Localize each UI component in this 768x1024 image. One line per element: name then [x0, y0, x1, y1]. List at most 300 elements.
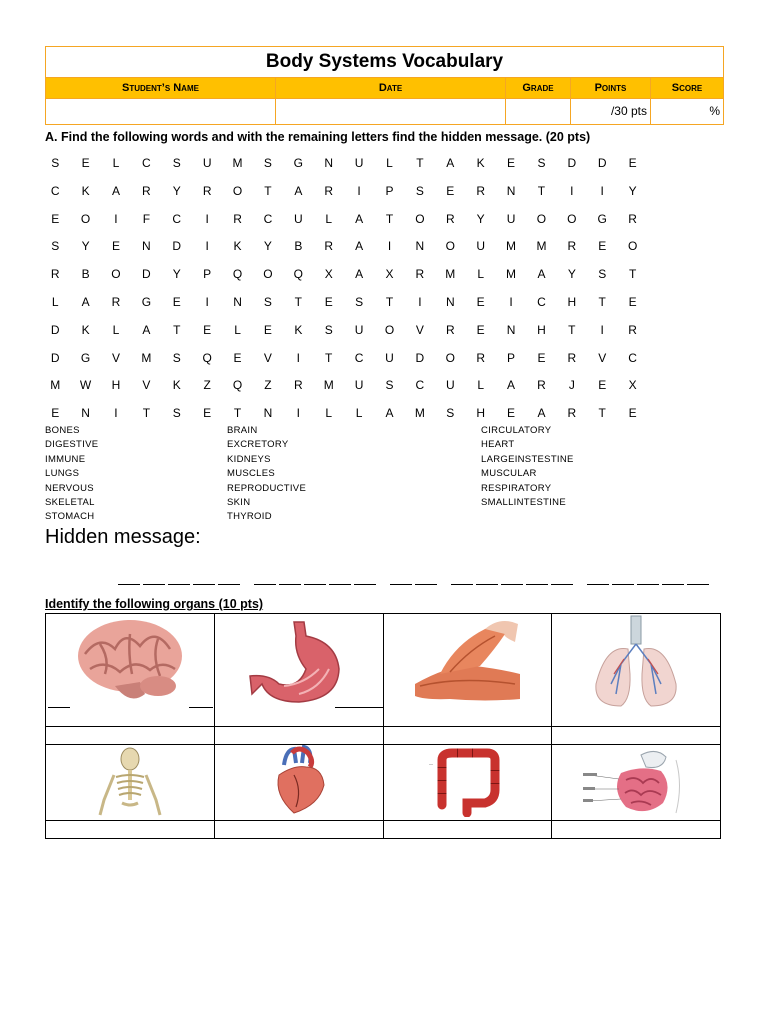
letter-blank[interactable]	[451, 566, 473, 585]
grid-letter[interactable]: T	[325, 350, 333, 365]
grid-letter[interactable]: E	[628, 406, 637, 421]
grid-letter[interactable]: R	[142, 183, 151, 198]
grid-letter[interactable]: E	[111, 239, 120, 254]
blank-word	[451, 566, 573, 585]
grid-letter[interactable]: S	[385, 378, 394, 393]
grid-letter[interactable]: S	[446, 406, 455, 421]
word-list-item: LARGEINSTESTINE	[481, 453, 574, 465]
blank-word	[390, 566, 437, 585]
grid-letter[interactable]: I	[296, 406, 300, 421]
grid-letter[interactable]: R	[293, 378, 303, 393]
word-list-item: SKIN	[227, 496, 251, 508]
grid-letter[interactable]: M	[536, 239, 547, 254]
grid-letter[interactable]: L	[112, 322, 120, 337]
grid-letter[interactable]: R	[445, 211, 455, 226]
grid-letter[interactable]: C	[50, 183, 60, 198]
blank-word	[254, 566, 376, 585]
grid-letter[interactable]: C	[628, 350, 637, 365]
grid-letter[interactable]: R	[415, 267, 425, 282]
letter-blank[interactable]	[415, 566, 437, 585]
grid-letter[interactable]: T	[598, 294, 606, 309]
grid-letter[interactable]: M	[323, 378, 334, 393]
answer-cell[interactable]	[383, 727, 552, 745]
grid-letter[interactable]: Y	[263, 239, 272, 254]
grid-letter[interactable]: D	[142, 267, 151, 282]
letter-blank[interactable]	[329, 566, 351, 585]
grid-letter[interactable]: T	[385, 211, 394, 226]
points-header: Points	[571, 78, 651, 98]
grid-letter[interactable]: Z	[264, 378, 272, 393]
grid-letter[interactable]: R	[628, 322, 637, 337]
grid-letter[interactable]: Z	[203, 378, 211, 393]
date-field[interactable]	[276, 99, 506, 124]
page-title: Body Systems Vocabulary	[46, 47, 723, 78]
grid-row	[40, 289, 680, 317]
grid-letter[interactable]: O	[627, 239, 638, 254]
brain-icon	[70, 614, 190, 709]
grid-letter[interactable]: C	[537, 294, 546, 309]
grid-letter[interactable]: S	[355, 294, 364, 309]
grid-letter[interactable]: E	[598, 239, 607, 254]
grid-row	[40, 261, 680, 289]
grid-letter[interactable]: R	[233, 211, 242, 226]
grid-letter[interactable]: O	[445, 239, 455, 254]
grid-letter[interactable]: H	[111, 378, 121, 393]
grid-letter[interactable]: E	[324, 294, 333, 309]
grid-letter[interactable]: A	[111, 183, 120, 198]
grid-letter[interactable]: M	[141, 350, 152, 365]
letter-blank[interactable]	[637, 566, 659, 585]
grid-letter[interactable]: R	[50, 267, 60, 282]
grid-row	[40, 372, 680, 400]
grid-letter[interactable]: D	[415, 350, 425, 365]
grade-field[interactable]	[506, 99, 571, 124]
organ-cell-small-intestine	[552, 745, 721, 821]
grid-letter[interactable]: E	[628, 294, 637, 309]
grid-letter[interactable]: U	[445, 378, 455, 393]
grid-letter[interactable]: A	[355, 267, 364, 282]
word-list-item: SKELETAL	[45, 496, 95, 508]
grid-letter[interactable]: G	[597, 211, 607, 226]
grid-letter[interactable]: N	[142, 239, 151, 254]
grid-letter[interactable]: A	[537, 406, 546, 421]
grid-row	[40, 317, 680, 345]
grid-letter[interactable]: E	[507, 406, 516, 421]
grid-letter[interactable]: N	[81, 406, 90, 421]
grid-letter[interactable]: S	[51, 156, 60, 170]
grid-letter[interactable]: I	[205, 294, 209, 309]
word-list-item: RESPIRATORY	[481, 482, 552, 494]
letter-blank[interactable]	[476, 566, 498, 585]
svg-text:—: —	[429, 761, 434, 766]
grid-letter[interactable]: U	[202, 156, 212, 170]
grid-letter[interactable]: C	[354, 350, 364, 365]
grid-letter[interactable]: C	[142, 156, 151, 170]
grid-letter[interactable]: W	[79, 378, 92, 393]
grid-letter[interactable]: M	[50, 378, 61, 393]
grid-letter[interactable]: B	[294, 239, 303, 254]
grid-letter[interactable]: P	[507, 350, 516, 365]
grid-letter[interactable]: T	[294, 294, 302, 309]
grid-letter[interactable]: K	[81, 183, 90, 198]
grid-letter[interactable]: E	[203, 322, 212, 337]
grid-letter[interactable]: E	[233, 350, 242, 365]
word-list-col2	[227, 424, 306, 525]
grid-letter[interactable]: N	[445, 294, 455, 309]
grid-letter[interactable]: M	[232, 156, 243, 170]
grid-letter[interactable]: T	[385, 294, 394, 309]
grid-letter[interactable]: A	[507, 378, 516, 393]
grid-letter[interactable]: T	[598, 406, 606, 421]
grid-letter[interactable]: E	[476, 322, 485, 337]
grid-letter[interactable]: T	[264, 183, 272, 198]
skeleton-icon	[90, 745, 170, 817]
grid-letter[interactable]: A	[294, 183, 303, 198]
grid-letter[interactable]: S	[172, 156, 181, 170]
word-list-item: NERVOUS	[45, 482, 94, 494]
grid-letter[interactable]: O	[80, 211, 91, 226]
word-list-item: REPRODUCTIVE	[227, 482, 307, 494]
grid-letter[interactable]: O	[567, 211, 577, 226]
grid-letter[interactable]: C	[415, 378, 425, 393]
grid-letter[interactable]: E	[172, 294, 181, 309]
grid-letter[interactable]: U	[476, 239, 485, 254]
word-list-item: IMMUNE	[45, 453, 86, 465]
answer-cell[interactable]	[214, 821, 383, 839]
grid-letter[interactable]: S	[51, 239, 60, 254]
hidden-message-blanks[interactable]	[118, 566, 709, 585]
grid-letter[interactable]: A	[355, 211, 364, 226]
grid-letter[interactable]: G	[141, 294, 152, 309]
grid-letter[interactable]: R	[445, 322, 455, 337]
grid-letter[interactable]: L	[355, 406, 363, 421]
grid-letter[interactable]: N	[506, 322, 516, 337]
letter-blank[interactable]	[254, 566, 276, 585]
grid-letter[interactable]: L	[234, 322, 241, 337]
grid-letter[interactable]: M	[414, 406, 425, 421]
grid-letter[interactable]: E	[51, 211, 60, 226]
grid-letter[interactable]: G	[293, 156, 303, 170]
organ-cell-heart	[214, 745, 383, 821]
grid-letter[interactable]: E	[203, 406, 212, 421]
grid-letter[interactable]: S	[263, 294, 272, 309]
grid-letter[interactable]: R	[324, 183, 334, 198]
grid-letter[interactable]: L	[112, 156, 120, 170]
grid-letter[interactable]: R	[567, 406, 577, 421]
grid-letter[interactable]: A	[355, 239, 364, 254]
grid-letter[interactable]: K	[172, 378, 181, 393]
grid-letter[interactable]: D	[50, 350, 60, 365]
grid-letter[interactable]: N	[233, 294, 242, 309]
word-list-item: CIRCULATORY	[481, 425, 552, 436]
grid-letter[interactable]: R	[537, 378, 546, 393]
answer-cell[interactable]	[552, 727, 721, 745]
grid-letter[interactable]: S	[172, 406, 181, 421]
grid-letter[interactable]: V	[111, 350, 120, 365]
grid-letter[interactable]: Y	[172, 183, 181, 198]
grid-letter[interactable]: H	[537, 322, 546, 337]
section-a-instruction: A. Find the following words and with the remaining letters find the hidden message. (20 pts)	[45, 130, 591, 144]
stomach-icon	[244, 614, 354, 709]
muscle-icon	[410, 614, 525, 709]
letter-blank[interactable]	[143, 566, 165, 585]
grid-letter[interactable]: E	[81, 156, 90, 170]
grid-letter[interactable]: V	[142, 378, 151, 393]
grid-letter[interactable]: V	[598, 350, 607, 365]
word-list-item: THYROID	[227, 511, 272, 523]
grid-letter[interactable]: I	[509, 294, 513, 309]
word-list-item: STOMACH	[45, 511, 95, 523]
answer-cell[interactable]	[46, 821, 215, 839]
grid-letter[interactable]: Q	[232, 267, 243, 282]
grid-letter[interactable]: S	[415, 183, 424, 198]
organ-cell-muscle	[383, 614, 552, 727]
grid-letter[interactable]: I	[570, 183, 574, 198]
word-list-item: MUSCULAR	[481, 468, 537, 480]
grid-row	[40, 178, 680, 206]
grid-letter[interactable]: H	[567, 294, 577, 309]
answer-cell[interactable]	[46, 727, 215, 745]
grid-letter[interactable]: L	[51, 294, 59, 309]
grid-letter[interactable]: I	[600, 322, 604, 337]
answer-cell[interactable]	[552, 821, 721, 839]
letter-blank[interactable]	[612, 566, 634, 585]
grid-letter[interactable]: E	[446, 183, 455, 198]
grid-letter[interactable]: B	[81, 267, 90, 282]
grid-letter[interactable]: R	[567, 239, 577, 254]
word-list-item: LUNGS	[45, 468, 80, 480]
grid-letter[interactable]: M	[506, 267, 517, 282]
organ-cell-skeleton	[46, 745, 215, 821]
organ-cell-brain	[46, 614, 215, 727]
grid-letter[interactable]: R	[476, 350, 485, 365]
grid-letter[interactable]: U	[354, 322, 364, 337]
grid-letter[interactable]: Y	[476, 211, 485, 226]
grid-letter[interactable]: I	[357, 183, 361, 198]
grid-letter[interactable]: I	[418, 294, 422, 309]
grid-letter[interactable]: D	[172, 239, 182, 254]
grid-letter[interactable]: L	[325, 211, 333, 226]
grid-letter[interactable]: R	[202, 183, 212, 198]
grid-letter[interactable]: Q	[202, 350, 212, 365]
grid-letter[interactable]: T	[416, 156, 424, 170]
grid-letter[interactable]: I	[114, 211, 118, 226]
grid-letter[interactable]: D	[567, 156, 577, 170]
grid-letter[interactable]: S	[172, 350, 181, 365]
grid-letter[interactable]: X	[385, 267, 394, 282]
grid-letter[interactable]: L	[325, 406, 333, 421]
grid-letter[interactable]: U	[354, 378, 364, 393]
grid-letter[interactable]: K	[81, 322, 90, 337]
grid-letter[interactable]: J	[568, 378, 575, 393]
letter-blank[interactable]	[390, 566, 412, 585]
grid-letter[interactable]: R	[111, 294, 121, 309]
grid-letter[interactable]: O	[263, 267, 273, 282]
grid-letter[interactable]: K	[476, 156, 485, 170]
grid-letter[interactable]: C	[263, 211, 273, 226]
student-name-field[interactable]	[46, 99, 276, 124]
grid-letter[interactable]: A	[537, 267, 546, 282]
grid-letter[interactable]: S	[598, 267, 607, 282]
grid-letter[interactable]: E	[263, 322, 272, 337]
word-list-item: HEART	[481, 439, 515, 451]
header-values-row	[46, 99, 723, 124]
grid-letter[interactable]: U	[293, 211, 303, 226]
student-name-header: Student’s Name	[46, 78, 276, 98]
grid-letter[interactable]: M	[506, 239, 517, 254]
word-list-item: KIDNEYS	[227, 453, 271, 465]
grid-letter[interactable]: S	[324, 322, 333, 337]
grid-letter[interactable]: C	[172, 211, 182, 226]
score-field[interactable]: %	[709, 104, 720, 118]
grid-letter[interactable]: X	[628, 378, 637, 393]
grid-letter[interactable]: R	[324, 239, 334, 254]
word-list-item: DIGESTIVE	[45, 439, 99, 451]
organ-cell-lungs	[552, 614, 721, 727]
grid-letter[interactable]: T	[233, 406, 242, 421]
grid-letter[interactable]: E	[476, 294, 485, 309]
grid-letter[interactable]: T	[628, 267, 637, 282]
grid-letter[interactable]: R	[476, 183, 485, 198]
grid-letter[interactable]: O	[536, 211, 547, 226]
grid-letter[interactable]: N	[324, 156, 334, 170]
organs-title: Identify the following organs (10 pts)	[45, 597, 264, 611]
grid-letter[interactable]: U	[354, 156, 364, 170]
lungs-icon	[586, 614, 686, 712]
grid-letter[interactable]: O	[232, 183, 243, 198]
word-search-grid[interactable]	[40, 150, 680, 428]
grid-letter[interactable]: D	[597, 156, 607, 170]
letter-blank[interactable]	[118, 566, 140, 585]
grid-letter[interactable]: I	[205, 239, 209, 254]
organ-table	[45, 613, 721, 839]
grid-letter[interactable]: D	[50, 322, 60, 337]
letter-blank[interactable]	[218, 566, 240, 585]
blank-word	[587, 566, 709, 585]
grid-row	[40, 150, 680, 178]
grid-letter[interactable]: E	[507, 156, 516, 170]
word-list-item: MUSCLES	[227, 468, 276, 480]
grid-letter[interactable]: R	[628, 211, 637, 226]
grid-letter[interactable]: E	[628, 156, 637, 170]
grid-letter[interactable]: N	[506, 183, 516, 198]
grid-letter[interactable]: R	[567, 350, 577, 365]
grid-letter[interactable]: T	[568, 322, 576, 337]
letter-blank[interactable]	[193, 566, 215, 585]
grid-letter[interactable]: K	[294, 322, 303, 337]
grid-letter[interactable]: I	[387, 239, 392, 254]
answer-row-1	[46, 727, 721, 745]
letter-blank[interactable]	[662, 566, 684, 585]
grid-letter[interactable]: E	[51, 406, 60, 421]
grid-letter[interactable]: P	[385, 183, 394, 198]
grid-letter[interactable]: O	[415, 211, 425, 226]
letter-blank[interactable]	[354, 566, 376, 585]
letter-blank[interactable]	[687, 566, 709, 585]
grid-letter[interactable]: O	[445, 350, 455, 365]
grid-row	[40, 206, 680, 234]
grid-letter[interactable]: N	[415, 239, 425, 254]
grid-row	[40, 233, 680, 261]
grid-letter[interactable]: K	[233, 239, 242, 254]
letter-blank[interactable]	[501, 566, 523, 585]
letter-blank[interactable]	[551, 566, 573, 585]
small-intestine-icon	[581, 745, 691, 817]
grid-letter[interactable]: F	[142, 211, 151, 226]
grid-letter[interactable]: A	[81, 294, 90, 309]
grid-letter[interactable]: L	[477, 378, 484, 393]
grid-letter[interactable]: E	[537, 350, 546, 365]
grid-letter[interactable]: S	[537, 156, 546, 170]
header-table	[45, 46, 724, 125]
answer-row-2	[46, 821, 721, 839]
grid-letter[interactable]: U	[506, 211, 516, 226]
grid-letter[interactable]: Y	[628, 183, 637, 198]
grid-letter[interactable]: G	[80, 350, 91, 365]
grid-letter[interactable]: V	[415, 322, 424, 337]
letter-blank[interactable]	[279, 566, 301, 585]
grid-letter[interactable]: P	[203, 267, 212, 282]
word-list-item: BONES	[45, 425, 80, 436]
word-list-col1	[45, 424, 98, 525]
large-intestine-icon	[427, 745, 507, 817]
grid-letter[interactable]: L	[386, 156, 393, 170]
grid-letter[interactable]: T	[537, 183, 546, 198]
grid-letter[interactable]: T	[173, 322, 181, 337]
grid-letter[interactable]: Q	[293, 267, 303, 282]
word-list-item: BRAIN	[227, 425, 258, 436]
grid-row	[40, 345, 680, 373]
grid-letter[interactable]: I	[296, 350, 300, 365]
grid-letter[interactable]: O	[384, 322, 395, 337]
grid-letter[interactable]: Y	[81, 239, 90, 254]
grid-letter[interactable]: A	[385, 406, 394, 421]
grid-letter[interactable]: X	[324, 267, 333, 282]
grade-header: Grade	[506, 78, 571, 98]
letter-blank[interactable]	[168, 566, 190, 585]
grid-letter[interactable]: A	[142, 322, 151, 337]
grid-letter[interactable]: T	[142, 406, 151, 421]
letter-blank[interactable]	[304, 566, 326, 585]
grid-letter[interactable]: Y	[172, 267, 181, 282]
grid-letter[interactable]: M	[445, 267, 456, 282]
answer-cell[interactable]	[214, 727, 383, 745]
word-list-col3	[481, 424, 574, 510]
grid-letter[interactable]: A	[446, 156, 455, 170]
grid-letter[interactable]: I	[600, 183, 604, 198]
grid-letter[interactable]: O	[111, 267, 121, 282]
score-header: Score	[671, 82, 703, 94]
grid-letter[interactable]: I	[205, 211, 209, 226]
grid-letter[interactable]: L	[477, 267, 484, 282]
grid-letter[interactable]: Q	[232, 378, 243, 393]
grid-letter[interactable]: I	[114, 406, 118, 421]
grid-letter[interactable]: E	[598, 378, 607, 393]
letter-blank[interactable]	[526, 566, 548, 585]
grid-letter[interactable]: H	[476, 406, 485, 421]
letter-blank[interactable]	[587, 566, 609, 585]
grid-letter[interactable]: Y	[567, 267, 576, 282]
points-field[interactable]: /30 pts	[571, 99, 651, 124]
answer-cell[interactable]	[383, 821, 552, 839]
hidden-message-label: Hidden message:	[45, 526, 201, 548]
grid-letter[interactable]: U	[385, 350, 394, 365]
grid-row	[40, 400, 680, 428]
grid-letter[interactable]: V	[263, 350, 272, 365]
word-list-item: EXCRETORY	[227, 439, 289, 451]
grid-letter[interactable]: N	[263, 406, 273, 421]
grid-letter[interactable]: S	[263, 156, 272, 170]
